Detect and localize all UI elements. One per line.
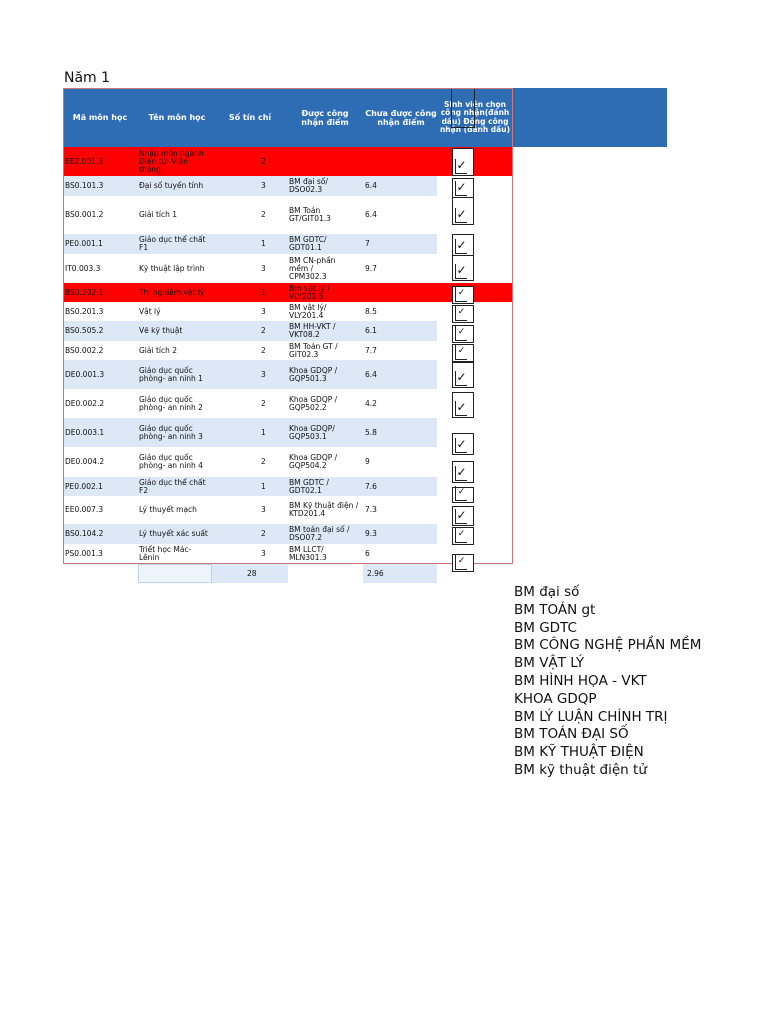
course-credits: 3 (261, 306, 266, 316)
check-icon: ✓ (455, 326, 467, 341)
department-item: BM CÔNG NGHỆ PHẦN MỀM (514, 637, 702, 654)
course-name: Triết học Mác- Lênin (139, 545, 192, 562)
header-select: Sinh viên chọn công nhận(đánh dấu) Đồng công nhận (đánh dấu) (439, 99, 511, 134)
check-icon: ✓ (455, 486, 467, 501)
course-code: DE0.001.3 (65, 369, 105, 379)
table-row (63, 321, 513, 341)
select-checkbox[interactable] (452, 461, 474, 483)
check-icon: ✓ (456, 465, 467, 479)
course-name: Thí nghiệm vật lý (139, 287, 205, 297)
check-icon: ✓ (455, 345, 467, 360)
check-icon: ✓ (455, 306, 467, 321)
recognized-by: BM LLCT/ MLN301.3 (289, 545, 327, 562)
table-row (63, 418, 513, 447)
select-checkbox[interactable] (452, 234, 474, 256)
select-checkbox[interactable] (452, 325, 474, 343)
course-credits: 1 (261, 427, 266, 437)
check-icon: ✓ (456, 207, 467, 221)
course-code: BS0.002.2 (65, 345, 104, 355)
department-item: BM GDTC (514, 619, 577, 636)
course-score: 6.4 (365, 210, 377, 219)
recognized-by: Khoa GDQP / GQP504.2 (289, 453, 338, 470)
course-score: 7.6 (365, 481, 377, 491)
recognized-by: BM HH-VKT / VKT08.2 (289, 322, 336, 339)
course-score: 9 (365, 457, 370, 466)
course-score: 9.7 (365, 263, 377, 273)
course-credits: 2 (261, 529, 266, 538)
department-list (514, 584, 702, 780)
course-credits: 2 (261, 457, 266, 466)
course-name: Giáo dục thể chất F1 (139, 235, 206, 252)
course-name: Giáo dục quốc phòng- an ninh 2 (139, 394, 203, 412)
course-score: 8.5 (365, 306, 377, 316)
recognized-by: BM GDTC / GDT02.1 (289, 477, 329, 495)
select-checkbox[interactable] (452, 344, 474, 362)
course-name: Giáo dục quốc phòng- an ninh 3 (139, 423, 203, 441)
course-name: Giáo dục thể chất F2 (139, 477, 206, 495)
table-row (63, 360, 513, 389)
table-row (63, 447, 513, 477)
course-score: 4.2 (365, 398, 377, 408)
course-credits: 2 (261, 345, 266, 355)
course-code: BS0.201.3 (65, 306, 104, 316)
course-credits: 2 (261, 210, 266, 219)
table-row (63, 254, 513, 283)
course-credits: 3 (261, 549, 266, 558)
recognized-by: BM GDTC/ GDT01.1 (289, 235, 327, 252)
course-score: 9.3 (365, 529, 377, 538)
recognized-by: BM Kỹ thuật điện / KTD201.4 (289, 501, 359, 518)
check-icon: ✓ (455, 555, 467, 570)
recognized-by: BM vật lý/ VLY201.4 (289, 302, 327, 320)
check-icon: ✓ (456, 158, 467, 172)
course-name: Đại số tuyến tính (139, 181, 204, 190)
recognized-by: BM Toán GT/GIT01.3 (289, 206, 331, 223)
recognized-by (287, 147, 363, 176)
course-code: DE0.003.1 (65, 427, 105, 437)
total-score: 2.96 (367, 568, 384, 578)
course-credits: 3 (261, 263, 266, 273)
course-code: EE0.007.3 (65, 505, 104, 514)
check-icon: ✓ (456, 437, 467, 451)
course-name: Vật lý (139, 306, 161, 316)
course-name: Lý thuyết mạch (139, 505, 197, 514)
header-credits: Số tín chỉ (228, 113, 272, 122)
page-title: Năm 1 (64, 70, 111, 86)
select-checkbox[interactable] (452, 527, 474, 545)
table-row (63, 302, 513, 321)
header-recognized: Được công nhận điểm (301, 108, 349, 127)
table-row (63, 389, 513, 418)
course-name: Giáo dục quốc phòng- an ninh 1 (139, 365, 203, 383)
table-row (63, 147, 513, 176)
recognized-by: BM CN-phần mềm / CPM302.3 (289, 255, 336, 281)
course-score: 5.8 (365, 427, 377, 437)
course-credits: 1 (261, 239, 266, 248)
course-score: 7.7 (365, 345, 377, 355)
course-credits: 3 (261, 505, 266, 514)
table-row (63, 496, 513, 524)
department-item: BM KỸ THUẬT ĐIỆN (514, 744, 644, 761)
course-name: Nhập môn ngành Điện tử- Viễn thông (139, 148, 204, 174)
header-code: Mã môn học (72, 113, 128, 122)
table-row (63, 477, 513, 496)
course-code: BS0.202.1 (65, 287, 104, 297)
select-checkbox[interactable] (452, 506, 474, 526)
table-row (63, 544, 513, 564)
course-name: Kỹ thuật lập trình (139, 263, 205, 273)
check-icon: ✓ (456, 370, 467, 384)
recognized-by: BM toán đại số / DSO07.2 (289, 525, 350, 542)
recognized-by: Khoa GDQP/ GQP503.1 (289, 423, 335, 441)
department-item: BM VẬT LÝ (514, 655, 585, 672)
total-name-cell (138, 564, 212, 583)
course-code: EE2.001.3 (65, 156, 104, 166)
course-credits: 3 (261, 181, 266, 190)
course-code: DE0.004.2 (65, 457, 105, 466)
table-row (63, 341, 513, 360)
check-icon: ✓ (456, 238, 467, 252)
select-checkbox[interactable] (452, 286, 474, 304)
course-code: IT0.003.3 (65, 263, 101, 273)
course-code: PE0.001.1 (65, 239, 103, 248)
check-icon: ✓ (456, 400, 467, 414)
course-code: BS0.001.2 (65, 210, 104, 219)
select-checkbox[interactable] (452, 305, 474, 323)
check-icon: ✓ (456, 180, 467, 194)
course-credits: 2 (261, 398, 266, 408)
course-score (363, 147, 437, 176)
course-credits: 3 (261, 369, 266, 379)
department-item: BM kỹ thuật điện tử (514, 761, 647, 778)
recognized-by: Bm vật lý / VLY201.5 (289, 283, 330, 301)
total-credits: 28 (247, 568, 257, 578)
check-icon: ✓ (455, 287, 467, 302)
table-row (63, 196, 513, 234)
select-checkbox[interactable] (452, 487, 474, 503)
department-item: BM TOÁN ĐẠI SỐ (514, 726, 629, 743)
course-code: PE0.002.1 (65, 481, 103, 491)
course-credits: 1 (261, 287, 266, 297)
header-not-recognized: Chưa được công nhận điểm (365, 108, 437, 127)
course-score: 7.3 (365, 505, 377, 514)
course-score: 6 (365, 549, 370, 558)
course-name: Giải tích 1 (139, 210, 178, 219)
recognized-by: Khoa GDQP / GQP501.3 (289, 365, 338, 383)
course-name: Giáo dục quốc phòng- an ninh 4 (139, 453, 203, 470)
department-item: KHOA GDQP (514, 690, 597, 707)
course-code: BS0.101.3 (65, 181, 104, 190)
select-checkbox[interactable] (452, 197, 474, 225)
course-code: DE0.002.2 (65, 398, 105, 408)
course-credits: 2 (261, 326, 266, 335)
select-checkbox[interactable] (452, 433, 474, 455)
course-score: 7 (365, 239, 370, 248)
course-score: 6.4 (365, 181, 377, 190)
department-item: BM LÝ LUẬN CHÍNH TRỊ (514, 708, 668, 725)
course-name: Vẽ kỹ thuật (139, 326, 183, 335)
course-code: BS0.505.2 (65, 326, 104, 335)
course-score (363, 283, 437, 302)
select-checkbox[interactable] (452, 362, 474, 388)
course-credits: 1 (261, 481, 266, 491)
course-score: 6.1 (365, 326, 377, 335)
table-row (63, 176, 513, 196)
course-name: Lý thuyết xác suất (139, 529, 208, 538)
select-checkbox[interactable] (452, 255, 474, 281)
department-item: BM TOÁN gt (514, 601, 596, 618)
check-icon: ✓ (456, 508, 467, 522)
course-score: 6.4 (365, 369, 377, 379)
check-icon: ✓ (456, 263, 467, 277)
course-code: PS0.001.3 (65, 549, 103, 558)
course-name: Giải tích 2 (139, 345, 178, 355)
table-row (63, 524, 513, 544)
recognized-by: BM đại số/ DSO02.3 (289, 177, 328, 194)
table-row (63, 234, 513, 254)
course-code: BS0.104.2 (65, 529, 104, 538)
recognized-by: BM Toán GT / GIT02.3 (289, 341, 338, 359)
select-checkbox[interactable] (452, 392, 474, 418)
department-item: BM đại số (514, 584, 580, 600)
department-item: BM HÌNH HỌA - VKT (514, 672, 647, 689)
check-icon: ✓ (455, 528, 467, 543)
table-row (63, 283, 513, 302)
header-name: Tên môn học (148, 113, 206, 122)
select-checkbox[interactable] (452, 554, 474, 572)
select-checkbox[interactable] (452, 148, 474, 176)
select-checkbox[interactable] (452, 178, 474, 198)
header-checkbox-frame[interactable] (451, 88, 475, 128)
recognized-by: Khoa GDQP / GQP502.2 (289, 394, 338, 412)
course-credits: 2 (261, 156, 266, 166)
